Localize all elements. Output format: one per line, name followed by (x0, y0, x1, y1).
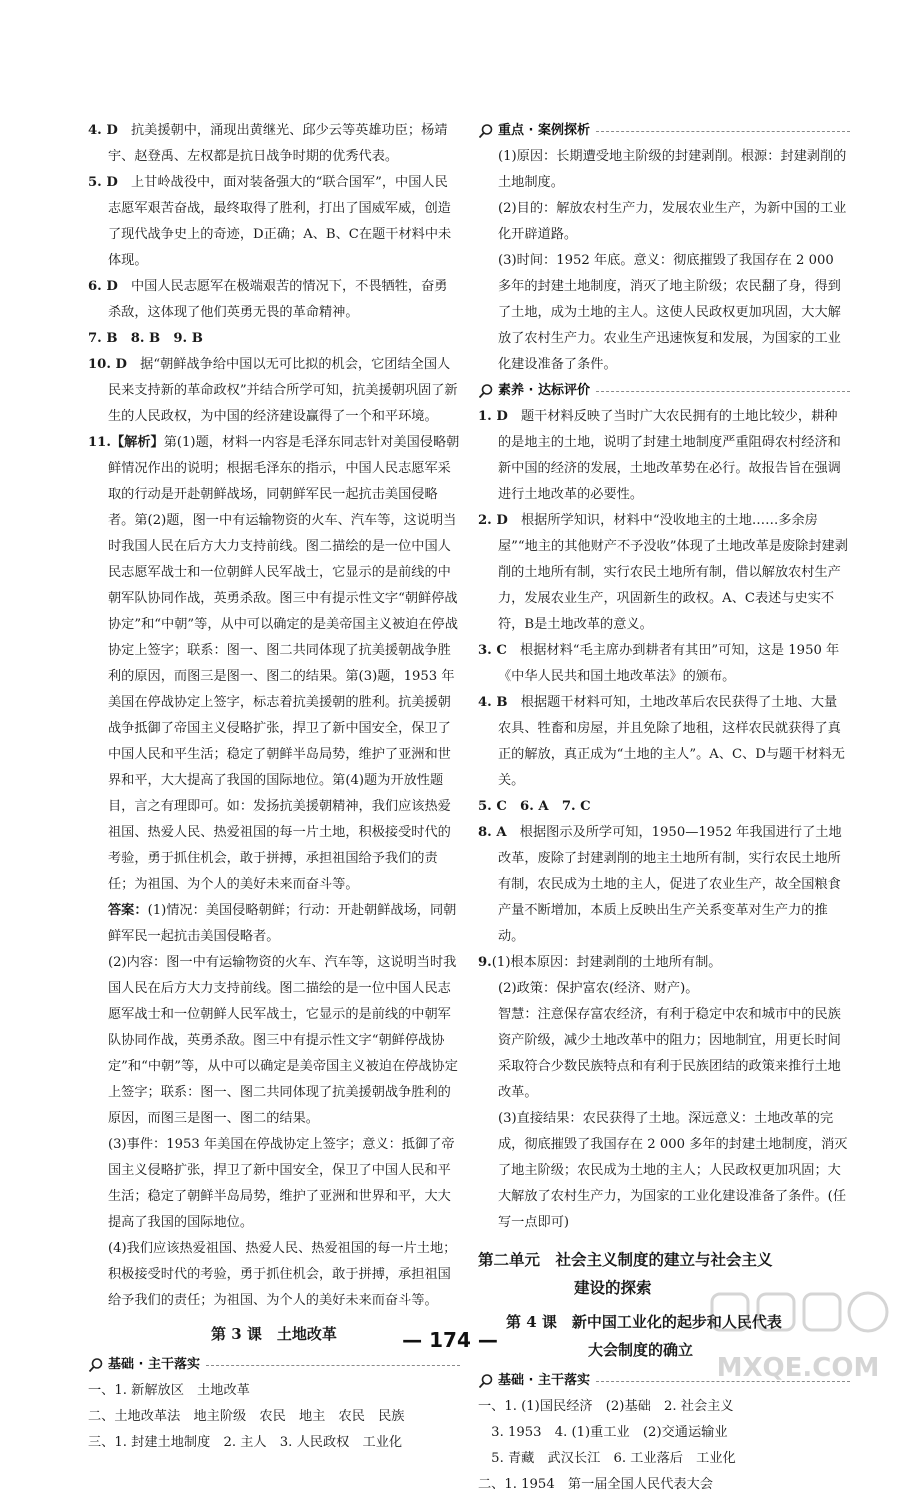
magnifier-icon (478, 123, 494, 139)
answer-item: 3. C 根据材料“毛主席办到耕者有其田”可知，这是 1950 年《中华人民共和国土地改革法》的颁布。 (478, 643, 840, 684)
basics-line: 3. 1953 4. (1)重工业 (2)交通运输业 (478, 1425, 728, 1440)
watermark-logo (700, 1288, 896, 1388)
answer-item: 8. A 根据图示及所学可知，1950—1952 年我国进行了土地改革，废除了封建剥削的地主土地所有制，实行农民土地所有制，农民成为土地的主人，促进了农业生产，故全国粮食产量不断增加，本质上反映出生产关系变革对生产力的推动。 (478, 825, 842, 944)
magnifier-icon (478, 383, 494, 399)
basics-section-header: 基础 · 主干落实 (478, 1368, 850, 1394)
q9-line: 智慧：注意保存富农经济，有利于稳定中农和城市中的民族资产阶级，减少土地改革中的阻力；因地制宜，用更长时间采取符合少数民族特点和有利于民族团结的政策来推行土地改革。 (498, 1007, 841, 1100)
eval-section-header: 素养 · 达标评价 (478, 378, 850, 404)
magnifier-icon (478, 1373, 494, 1389)
basics-section-header: 基础 · 主干落实 (88, 1352, 460, 1378)
basics-line: 一、1. 新解放区 土地改革 (88, 1383, 250, 1398)
lesson3-title: 第 3 课 土地改革 (211, 1325, 337, 1343)
dashed-rule (596, 391, 850, 392)
answer-part: (3)事件：1953 年美国在停战协定上签字；意义：抵御了帝国主义侵略扩张，捍卫了新中国安全，保卫了中国人民和平生活；稳定了朝鲜半岛局势，维护了亚洲和世界和平，大大提高了我国的国际地位。 (108, 1137, 455, 1230)
case-line: (2)目的：解放农村生产力，发展农业生产，为新中国的工业化开辟道路。 (498, 201, 847, 242)
answer-item: 4. B 根据题干材料可知，土地改革后农民获得了土地、大量农具、牲畜和房屋，并且免除了地租，这样农民就获得了真正的解放，真正成为“土地的主人”。A、C、D与题干材料无关。 (478, 695, 845, 788)
answer-item: 6. D 中国人民志愿军在极端艰苦的情况下，不畏牺牲，奋勇杀敌，这体现了他们英勇无畏的革命精神。 (88, 279, 448, 320)
left-answer-items (88, 118, 460, 898)
basics-line: 二、土地改革法 地主阶级 农民 地主 农民 民族 (88, 1409, 405, 1424)
magnifier-icon (88, 1357, 104, 1373)
q9-line: (2)政策：保护富农(经济、财产)。 (498, 981, 699, 996)
case-line: (1)原因：长期遭受地主阶级的封建剥削。根源：封建剥削的土地制度。 (498, 149, 847, 190)
answer-item: 2. D 根据所学知识，材料中“没收地主的土地……多余房屋”“地主的其他财产不予没收”体现了土地改革是废除封建剥削的土地所有制，实行农民土地所有制，借以解放农村生产力，发展农业生产，巩固新生的政权。A、C表述与史实不符，B是土地改革的意义。 (478, 513, 848, 632)
answer-item: 11.【解析】第(1)题，材料一内容是毛泽东同志针对美国侵略朝鲜情况作出的说明；根据毛泽东的指示，中国人民志愿军采取的行动是开赴朝鲜战场，同朝鲜军民一起抗击美国侵略者。第(2)题，图一中有运输物资的火车、汽车等，这说明当时我国人民在后方大力支持前线。图二描绘的是一位中国人民志愿军战士和一位朝鲜人民军战士，它显示的是前线的中朝军队协同作战，英勇杀敌。图三中有提示性文字“朝鲜停战协定”和“中朝”等，从中可以确定的是美帝国主义被迫在停战协定上签字；联系：图一、图二共同体现了抗美援朝战争胜利的原因，而图三是图一、图二的结果。第(3)题，1953 年美国在停战协定上签字，标志着抗美援朝的胜利。抗美援朝战争抵御了帝国主义侵略扩张，捍卫了新中国安全，保卫了中国人民和平生活；稳定了朝鲜半岛局势，维护了亚洲和世界和平，大大提高了我国的国际地位。第(4)题为开放性题目，言之有理即可。如：发扬抗美援朝精神，我们应该热爱祖国、热爱人民、热爱祖国的每一片土地，积极接受时代的考验，勇于抓住机会，敢于拼搏，承担祖国给予我们的责任；为祖国、为个人的美好未来而奋斗等。 (88, 435, 460, 892)
answer-item: 5. D 上甘岭战役中，面对装备强大的“联合国军”，中国人民志愿军艰苦奋战，最终取得了胜利，打出了国威军威，创造了现代战争史上的奇迹，D正确；A、B、C在题干材料中未体现。 (88, 175, 452, 268)
answer-item: 10. D 据“朝鲜战争给中国以无可比拟的机会，它团结全国人民来支持新的革命政权”并结合所学可知，抗美援朝巩固了新生的人民政权，为中国的经济建设赢得了一个和平环境。 (88, 357, 458, 424)
unit-title: 第二单元 社会主义制度的建立与社会主义 建设的探索 (478, 1251, 773, 1297)
dashed-rule (206, 1365, 460, 1366)
answer-part: (4)我们应该热爱祖国、热爱人民、热爱祖国的每一片土地；积极接受时代的考验，勇于抓住机会，敢于拼搏，承担祖国给予我们的责任；为祖国、为个人的美好未来而奋斗等。 (108, 1241, 457, 1308)
answer-part: (2)内容：图一中有运输物资的火车、汽车等，这说明当时我国人民在后方大力支持前线。图二描绘的是一位中国人民志愿军战士和一位朝鲜人民军战士，它显示的是前线的中朝军队协同作战，英勇杀敌。图三中有提示性文字“朝鲜停战协定”和“中朝”等，从中可以确定是美帝国主义被迫在停战协定上签字；联系：图一、图二共同体现了抗美援朝战争胜利的原因，而图三是图一、图二的结果。 (108, 955, 458, 1126)
answer-item: 7. B 8. B 9. B (88, 331, 203, 346)
basics-line: 三、1. 封建土地制度 2. 主人 3. 人民政权 工业化 (88, 1435, 403, 1450)
answer-item: 4. D 抗美援朝中，涌现出黄继光、邱少云等英雄功臣；杨靖宇、赵登禹、左权都是抗日战争时期的优秀代表。 (88, 123, 448, 164)
left-column (88, 118, 460, 1456)
basics-line: 一、1. (1)国民经济 (2)基础 2. 社会主义 (478, 1399, 734, 1414)
dashed-rule (596, 131, 850, 132)
page-number: — 174 — (402, 1328, 498, 1352)
q9-line: (3)直接结果：农民获得了土地。深远意义：土地改革的完成，彻底摧毁了我国存在 2 000 多年的封建土地制度，消灭了地主阶级；农民成为土地的主人；人民政权更加巩固；大大解放了农村生产力，为国家的工业化建设准备了条件。(任写一点即可) (498, 1111, 848, 1230)
case-line: (3)时间：1952 年底。意义：彻底摧毁了我国存在 2 000 多年的封建土地制度，消灭了地主阶级；农民翻了身，得到了土地，成为土地的主人。这使人民政权更加巩固，大大解放了农村生产力。农业生产迅速恢复和发展，为国家的工业化建设准备了条件。 (498, 253, 841, 372)
answer-item: 5. C 6. A 7. C (478, 799, 591, 814)
case-section-header: 重点 · 案例探析 (478, 118, 850, 144)
answer-block: 答案：(1)情况：美国侵略朝鲜；行动：开赴朝鲜战场，同朝鲜军民一起抗击美国侵略者。 (108, 903, 457, 944)
svg-text:MXQE.COM: MXQE.COM (716, 1353, 880, 1383)
lesson4-title: 第 4 课 新中国工业化的起步和人民代表 大会制度的确立 (506, 1313, 782, 1359)
basics-line: 二、1. 1954 第一届全国人民代表大会 (478, 1477, 713, 1492)
basics-line: 5. 青藏 武汉长江 6. 工业落后 工业化 (478, 1451, 736, 1466)
answer-item: 1. D 题干材料反映了当时广大农民拥有的土地比较少，耕种的是地主的土地，说明了封建土地制度严重阻碍农村经济和新中国的经济的发展，土地改革势在必行。故报告旨在强调进行土地改革的必要性。 (478, 409, 841, 502)
answer-item: 9.(1)根本原因：封建剥削的土地所有制。 (478, 955, 722, 970)
